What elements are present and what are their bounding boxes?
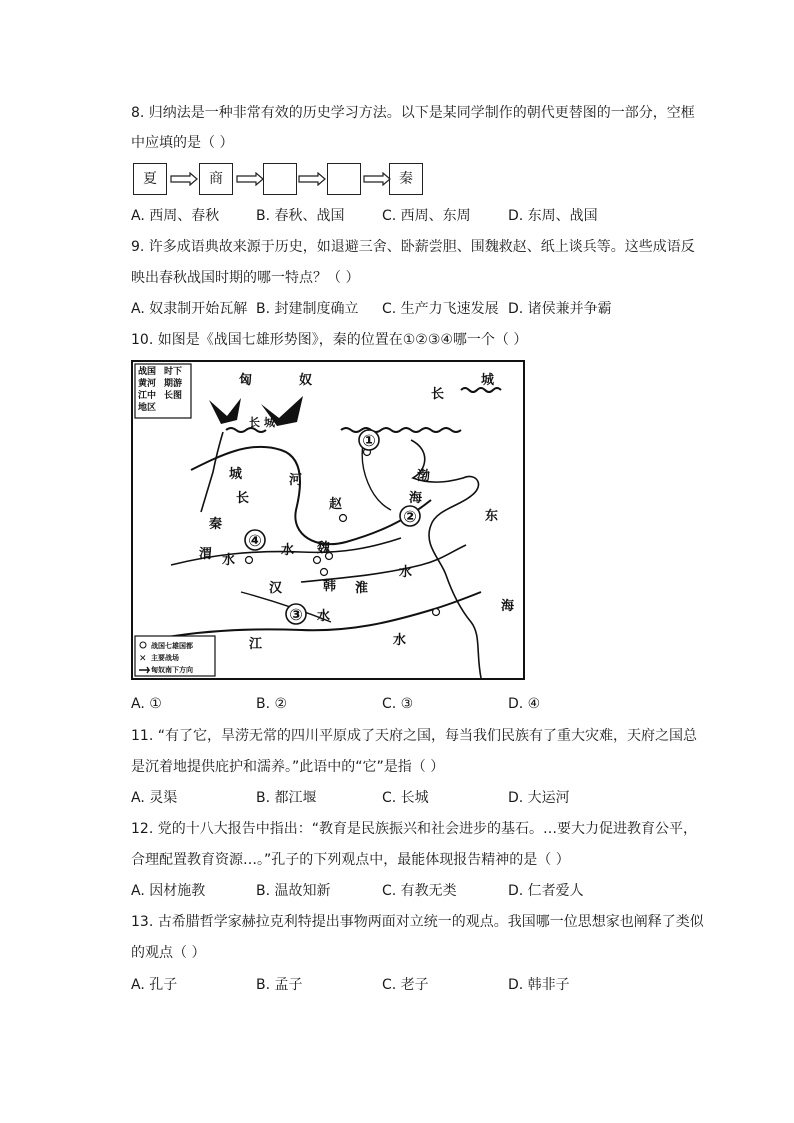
legend-capital: 战国七雄国都 xyxy=(151,642,193,650)
q13-option-d[interactable]: D. 韩非子 xyxy=(508,977,570,993)
q13-option-a[interactable]: A. 孔子 xyxy=(131,977,178,993)
marker-3-label: ③ xyxy=(289,605,303,624)
flow-box-xia: 夏 xyxy=(133,163,167,195)
flow-box-shang: 商 xyxy=(199,163,233,195)
map-title-col: 江中 xyxy=(138,391,157,401)
arrow-right-icon xyxy=(298,172,326,186)
flow-box-qin: 秦 xyxy=(389,163,423,195)
q12-option-d[interactable]: D. 仁者爱人 xyxy=(508,883,584,899)
svg-text:匈: 匈 xyxy=(239,373,253,388)
q13-option-c[interactable]: C. 老子 xyxy=(382,977,429,993)
svg-text:赵: 赵 xyxy=(329,497,343,512)
svg-text:渤: 渤 xyxy=(417,469,431,484)
svg-text:渭: 渭 xyxy=(199,547,213,562)
marker-4-label: ④ xyxy=(248,531,262,550)
svg-text:汉: 汉 xyxy=(269,581,283,596)
q10-options xyxy=(131,694,671,714)
q11-option-b[interactable]: B. 都江堰 xyxy=(256,790,317,806)
svg-text:长: 长 xyxy=(249,416,260,429)
flow-box-blank-2 xyxy=(327,163,361,195)
q11-stem-line2: 是沉着地提供庇护和濡养。”此语中的“它”是指（ ） xyxy=(131,759,445,775)
dynasty-flow-diagram xyxy=(133,163,433,197)
q12-option-b[interactable]: B. 温故知新 xyxy=(256,883,331,899)
svg-text:东: 东 xyxy=(485,509,499,524)
svg-text:长: 长 xyxy=(431,387,445,402)
q10-option-d[interactable]: D. ④ xyxy=(508,696,541,712)
q11-option-c[interactable]: C. 长城 xyxy=(382,790,429,806)
svg-text:河: 河 xyxy=(289,473,303,488)
arrow-right-icon xyxy=(170,172,198,186)
svg-text:水: 水 xyxy=(393,633,407,648)
q9-option-d[interactable]: D. 诸侯兼并争霸 xyxy=(508,301,612,317)
q8-options xyxy=(131,206,671,226)
q13-option-b[interactable]: B. 孟子 xyxy=(256,977,303,993)
q9-options xyxy=(131,299,671,319)
q10-option-b[interactable]: B. ② xyxy=(256,696,288,712)
marker-2-label: ② xyxy=(403,507,417,526)
q8-stem-line1: 8. 归纳法是一种非常有效的历史学习方法。以下是某同学制作的朝代更替图的一部分，空框 xyxy=(131,105,695,121)
svg-text:江: 江 xyxy=(249,637,263,652)
svg-text:长: 长 xyxy=(236,491,250,506)
q8-option-d[interactable]: D. 东周、战国 xyxy=(508,208,598,224)
q11-options xyxy=(131,788,671,808)
svg-text:城: 城 xyxy=(481,373,495,388)
q13-stem-line1: 13. 古希腊哲学家赫拉克利特提出事物两面对立统一的观点。我国哪一位思想家也阐释了类似 xyxy=(131,914,704,930)
q10-stem: 10. 如图是《战国七雄形势图》，秦的位置在①②③④哪一个（ ） xyxy=(131,332,528,348)
q9-stem-line2: 映出春秋战国时期的哪一特点？（ ） xyxy=(131,270,360,286)
arrow-right-icon xyxy=(363,172,391,186)
marker-1-label: ① xyxy=(362,431,376,450)
svg-text:韩: 韩 xyxy=(323,579,337,594)
q10-option-a[interactable]: A. ① xyxy=(131,696,162,712)
q12-option-a[interactable]: A. 因材施教 xyxy=(131,883,206,899)
map-title-col: 战国 xyxy=(138,367,157,377)
q12-stem-line2: 合理配置教育资源…。”孔子的下列观点中，最能体现报告精神的是（ ） xyxy=(131,852,570,868)
q13-stem-line2: 的观点（ ） xyxy=(131,945,206,961)
legend-battle: 主要战场 xyxy=(151,654,179,662)
svg-text:水: 水 xyxy=(281,543,295,558)
q8-option-b[interactable]: B. 春秋、战国 xyxy=(256,208,345,224)
warring-states-map xyxy=(131,360,525,680)
svg-text:淮: 淮 xyxy=(355,581,369,596)
q8-stem-line2: 中应填的是（ ） xyxy=(131,135,234,151)
svg-text:秦: 秦 xyxy=(209,517,223,532)
svg-text:海: 海 xyxy=(501,599,515,614)
q9-stem-line1: 9. 许多成语典故来源于历史，如退避三舍、卧薪尝胆、围魏救赵、纸上谈兵等。这些成语反 xyxy=(131,239,695,255)
map-title-col: 时下 xyxy=(164,367,183,377)
q9-option-b[interactable]: B. 封建制度确立 xyxy=(256,301,359,317)
q11-option-d[interactable]: D. 大运河 xyxy=(508,790,570,806)
svg-text:城: 城 xyxy=(229,467,243,482)
arrow-right-icon xyxy=(236,172,264,186)
svg-text:魏: 魏 xyxy=(317,541,331,556)
q8-option-c[interactable]: C. 西周、东周 xyxy=(382,208,471,224)
q12-options xyxy=(131,881,671,901)
q12-option-c[interactable]: C. 有教无类 xyxy=(382,883,457,899)
svg-text:海: 海 xyxy=(409,491,423,506)
q9-option-c[interactable]: C. 生产力飞速发展 xyxy=(382,301,499,317)
legend-capital-icon xyxy=(140,642,146,648)
svg-text:奴: 奴 xyxy=(299,373,313,388)
svg-text:城: 城 xyxy=(264,416,275,429)
q11-stem-line1: 11. “有了它，旱涝无常的四川平原成了天府之国，每当我们民族有了重大灾难，天府之国总 xyxy=(131,728,697,744)
map-title-col: 期游 xyxy=(164,379,183,389)
legend-battle-icon: ✕ xyxy=(139,654,147,664)
flow-box-blank-1 xyxy=(263,163,297,195)
map-title-col: 黄河 xyxy=(138,379,157,389)
q11-option-a[interactable]: A. 灵渠 xyxy=(131,790,178,806)
svg-text:水: 水 xyxy=(222,553,236,568)
map-title-col: 地区 xyxy=(138,403,157,413)
svg-text:水: 水 xyxy=(317,609,331,624)
q12-stem-line1: 12. 党的十八大报告中指出：“教育是民族振兴和社会进步的基石。…要大力促进教育公平， xyxy=(131,821,697,837)
svg-text:水: 水 xyxy=(399,565,413,580)
legend-xiongnu: 匈奴南下方向 xyxy=(151,666,193,674)
map-title-col: 长图 xyxy=(164,391,183,401)
q13-options xyxy=(131,975,671,995)
q8-option-a[interactable]: A. 西周、春秋 xyxy=(131,208,220,224)
q9-option-a[interactable]: A. 奴隶制开始瓦解 xyxy=(131,301,248,317)
q10-option-c[interactable]: C. ③ xyxy=(382,696,414,712)
